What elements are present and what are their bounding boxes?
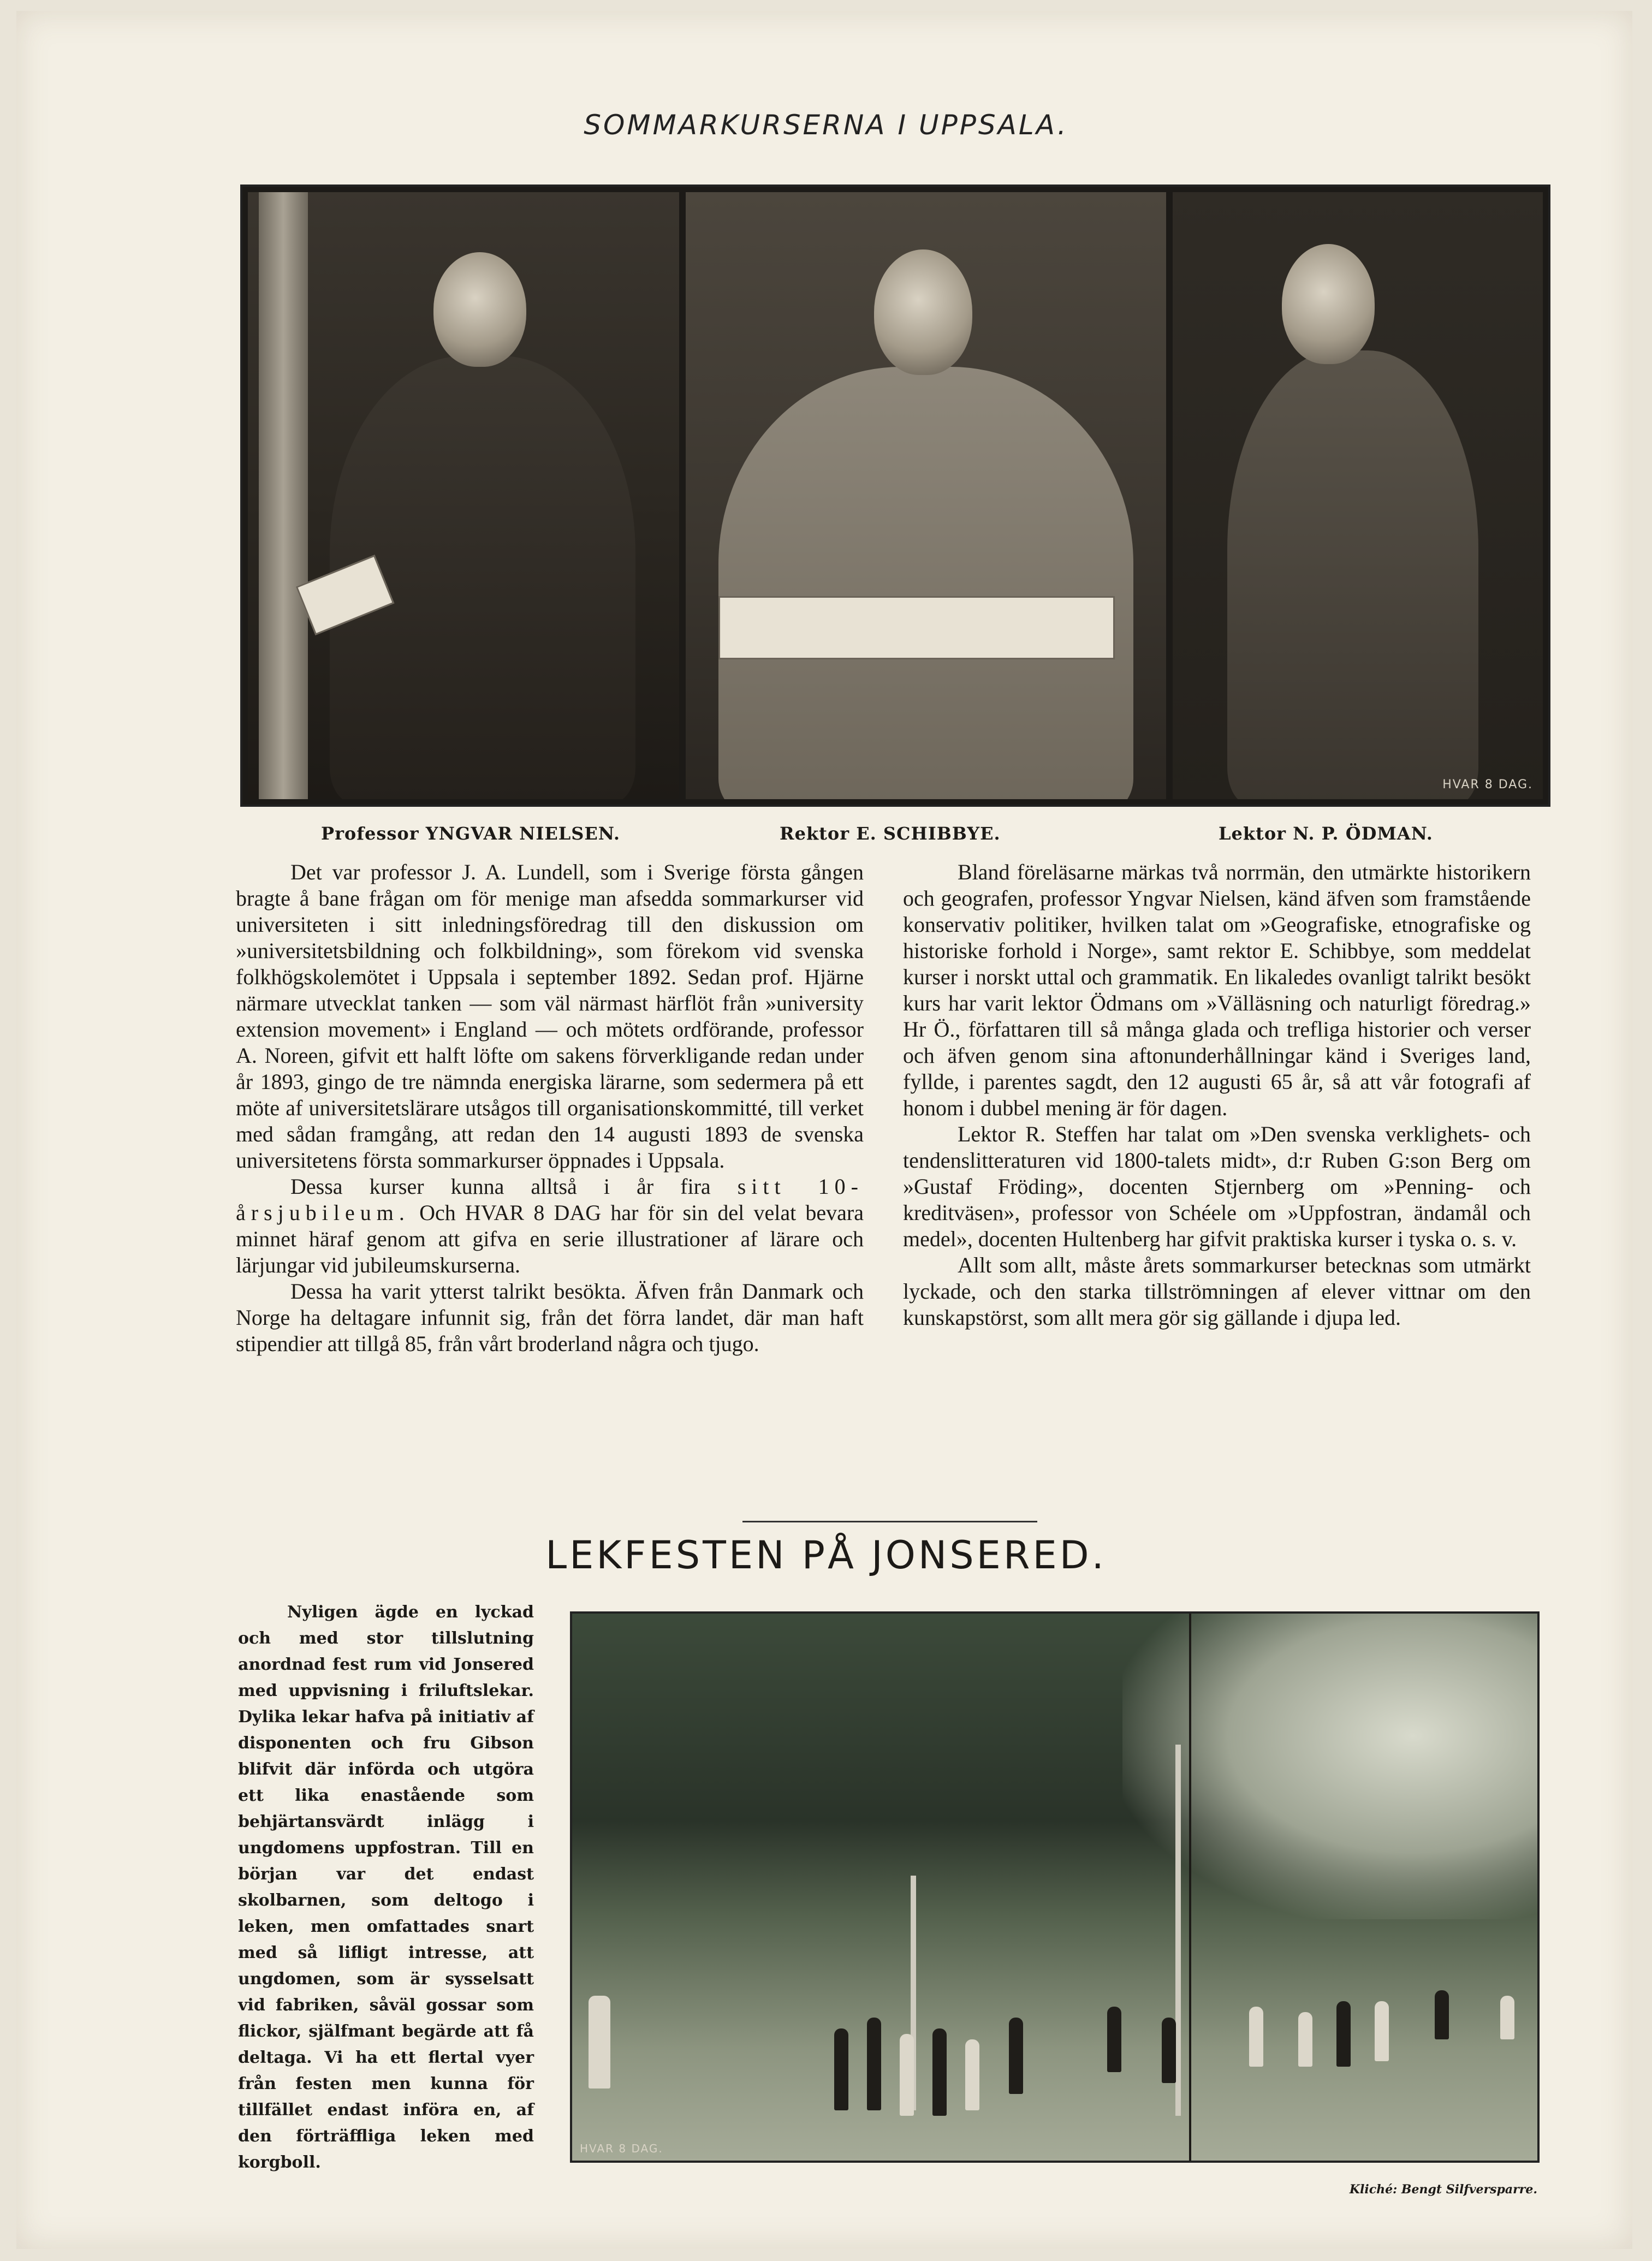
- running-head: SOMMARKURSERNA I UPPSALA.: [584, 109, 1068, 141]
- person: [1162, 2018, 1176, 2083]
- person: [867, 2018, 881, 2110]
- paragraph: Bland föreläsarne märkas två norrmän, den utmärkte historikern och geografen, professor Yngvar Nielsen, känd äfven som framstående konservativ politiker, hvilken talat om »Geografiske, etnografiske og historiske forhold i Norge», samt rektor E. Schibbye, som meddelat kurser i norskt uttal och grammatik. En likaledes ovanligt talrikt besökt kurs har varit lektor Ödmans om »Välläsning och naturligt föredrag.» Hr Ö., författaren till så många glada och trefliga historier och verser och äfven genom sina aftonunderhållningar känd i Sveriges land, fyllde, i parentes sagdt, den 12 augusti 65 år, så att vår fotografi af honom i dubbel mening är för dagen.: [903, 860, 1531, 1120]
- side-text: [238, 1599, 534, 2176]
- text-span: Dessa kurser kunna alltså i år fira: [290, 1174, 711, 1199]
- caption-schibbye: Rektor E. SCHIBBYE.: [780, 823, 1001, 844]
- caption-nielsen: Professor YNGVAR NIELSEN.: [321, 823, 621, 844]
- figure-head: [1282, 244, 1375, 364]
- person: [965, 2039, 979, 2110]
- left-column: [236, 859, 864, 1357]
- person: [1375, 2001, 1389, 2061]
- photo-credit: HVAR 8 DAG.: [580, 2142, 663, 2155]
- lekfest-photo: [570, 1611, 1540, 2163]
- right-column: [903, 859, 1531, 1331]
- kliche-credit: Kliché: Bengt Silfversparre.: [1349, 2182, 1537, 2197]
- text-span: Och HVAR 8 DAG har för sin del velat bevara minnet häraf genom att gifva en serie illustrationer af lärare och lärjungar vid jubileumskurserna.: [236, 1200, 864, 1277]
- paragraph: Nyligen ägde en lyckad och med stor tillslutning anordnad fest rum vid Jonsered med uppvisning i friluftslekar. Dylika lekar hafva på initiativ af disponenten och fru Gibson blifvit där införda och utgöra ett lika enastående som behjärtansvärdt inlägg i ungdomens uppfostran. Till en början var det endast skolbarnen, som deltogo i leken, men omfattades snart med så lifligt intresse, att ungdomen, som är sysselsatt vid fabriken, såväl gossar som flickor, själfmant begärde att få deltaga. Vi ha ett flertal vyer från festen men kunna för tillfället endast införa en, af den förträffliga leken med korgboll.: [238, 1603, 534, 2172]
- portrait-odman: [1173, 192, 1543, 799]
- paragraph: Det var professor J. A. Lundell, som i Sverige första gången bragte å bane frågan om för menige man afsedda sommarkurser vid universiteten i sitt inledningsföredrag till den diskussion om »universitetsbildning och folkbildning», som förekom vid svenska folkhögskolemötet i Uppsala i september 1892. Sedan prof. Hjärne närmare utvecklat tanken — som väl närmast härflöt från »university extension movement» i England — och mötets ordförande, professor A. Noreen, gifvit ett halft löfte om sakens förverkligande redan under år 1893, gingo de tre nämnda energiska lärarne, som sedermera på ett möte af universitetslärare utsågos till organisationskommitté, till verket med sådan framgång, att redan den 14 augusti 1893 de svenska universitetens första sommarkurser öppnades i Uppsala.: [236, 860, 864, 1173]
- figure-head: [874, 249, 972, 375]
- person: [1298, 2012, 1312, 2067]
- emphasis-spaced: sitt 10-årsjubileum.: [236, 1174, 864, 1225]
- figure-body: [718, 367, 1133, 799]
- paragraph: Dessa ha varit ytterst talrikt besökta. Äfven från Danmark och Norge ha deltagare infunnit sig, från det förra landet, där man haft stipendier att tillgå 85, från vårt broderland några och tjugo.: [236, 1279, 864, 1356]
- portrait-photo-strip: [240, 185, 1550, 807]
- person: [932, 2028, 947, 2116]
- paragraph: Lektor R. Steffen har talat om »Den svenska verklighets- och tendenslitteraturen vid 1800-talets midt», d:r Ruben G:son Berg om »Gustaf Fröding», docenten Stjernberg om »Penning- och kreditväsen», professor von Schéele om »Uppfostran, ändamål och medel», docenten Hultenberg har gifvit praktiska kurser i tyska o. s. v.: [903, 1122, 1531, 1251]
- person: [1336, 2001, 1351, 2067]
- person: [589, 1996, 610, 2089]
- photo-credit: HVAR 8 DAG.: [1442, 778, 1533, 792]
- sky: [1122, 1614, 1537, 1919]
- pole: [1175, 1745, 1181, 2116]
- person: [1107, 2007, 1121, 2072]
- person: [900, 2034, 914, 2116]
- person: [1435, 1990, 1449, 2039]
- person: [834, 2028, 848, 2110]
- headline: LEKFESTEN PÅ JONSERED.: [545, 1533, 1107, 1578]
- portrait-schibbye: [686, 192, 1166, 799]
- person: [1500, 1996, 1514, 2039]
- paragraph: Allt som allt, måste årets sommarkurser betecknas som utmärkt lyckade, och den starka tillströmningen af elever vittnar om den kunskapstörst, som allt mera gör sig gällande i djupa led.: [903, 1253, 1531, 1330]
- caption-odman: Lektor N. P. ÖDMAN.: [1219, 823, 1433, 844]
- open-book: [718, 596, 1115, 659]
- pillar: [259, 192, 308, 799]
- figure-head: [433, 252, 526, 367]
- paragraph: [236, 1174, 864, 1278]
- photo-divider: [1189, 1614, 1191, 2161]
- figure-body: [1227, 350, 1478, 799]
- section-rule: [742, 1521, 1037, 1522]
- portrait-nielsen: [248, 192, 679, 799]
- person: [1249, 2007, 1263, 2067]
- person: [1009, 2018, 1023, 2094]
